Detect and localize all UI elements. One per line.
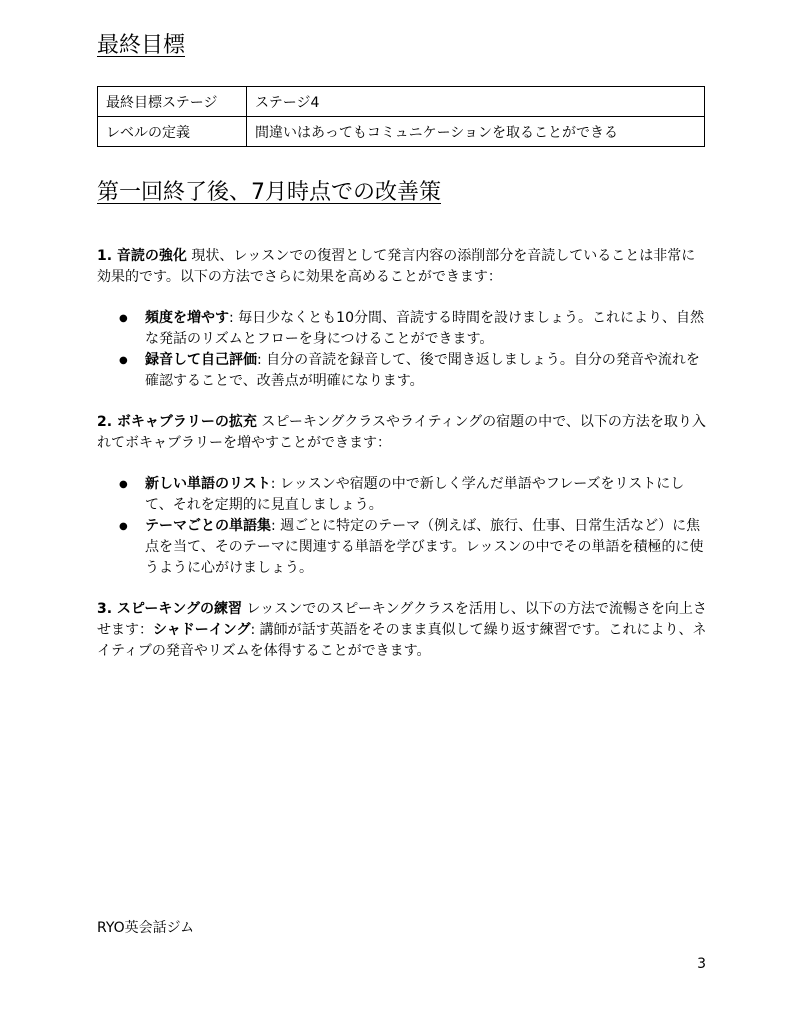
section-speaking-title: 3. スピーキングの練習: [97, 601, 242, 617]
shadowing-term: シャドーイング: [153, 622, 251, 638]
goal-stage-label: 最終目標ステージ: [98, 87, 247, 117]
improvement-content: [97, 246, 709, 662]
vocabulary-bullet-list: [97, 474, 709, 579]
bullet-text: : レッスンや宿題の中で新しく学んだ単語やフレーズをリストにして、それを定期的に見直しましょう。: [145, 476, 685, 513]
goal-table: [97, 86, 705, 147]
table-row: [98, 117, 705, 147]
bullet-text: : 週ごとに特定のテーマ（例えば、旅行、仕事、日常生活など）に焦点を当て、そのテーマに関連する単語を学びます。レッスンの中でその単語を積極的に使うように心がけましょう。: [145, 518, 704, 576]
bullet-term: 録音して自己評価: [145, 352, 257, 368]
improvement-heading: 第一回終了後、7月時点での改善策: [97, 180, 441, 205]
reading-bullet-list: [97, 308, 709, 392]
section-reading-title: 1. 音読の強化: [97, 248, 187, 264]
list-item: [145, 474, 709, 516]
section-reading-intro: [97, 246, 709, 288]
goal-stage-value: ステージ4: [247, 87, 705, 117]
section-vocabulary-title: 2. ボキャブラリーの拡充: [97, 414, 257, 430]
list-item: [145, 350, 709, 392]
footer-brand: RYO英会話ジム: [97, 920, 195, 936]
list-item: [145, 308, 709, 350]
section-reading-text: 現状、レッスンでの復習として発言内容の添削部分を音読していることは非常に効果的です。以下の方法でさらに効果を高めることができます：: [97, 248, 696, 285]
page-number: 3: [697, 956, 706, 972]
goal-heading: 最終目標: [97, 33, 186, 58]
shadowing-text: : 講師が話す英語をそのまま真似して繰り返す練習です。これにより、ネイティブの発音やリズムを体得することができます。: [97, 622, 707, 659]
bullet-term: テーマごとの単語集: [145, 518, 271, 534]
section-vocabulary-intro: [97, 412, 709, 454]
list-item: [145, 516, 709, 579]
section-vocabulary-text: スピーキングクラスやライティングの宿題の中で、以下の方法を取り入れてボキャブラリーを増やすことができます：: [97, 414, 706, 451]
bullet-text: : 毎日少なくとも10分間、音読する時間を設けましょう。これにより、自然な発話のリズムとフローを身につけることができます。: [145, 310, 704, 347]
section-speaking-intro: [97, 599, 709, 662]
section-speaking-text: レッスンでのスピーキングクラスを活用し、以下の方法で流暢さを向上させます：: [97, 601, 707, 638]
bullet-term: 頻度を増やす: [145, 310, 229, 326]
level-definition-value: 間違いはあってもコミュニケーションを取ることができる: [247, 117, 705, 147]
level-definition-label: レベルの定義: [98, 117, 247, 147]
bullet-text: : 自分の音読を録音して、後で聞き返しましょう。自分の発音や流れを確認することで、改善点が明確になります。: [145, 352, 700, 389]
table-row: [98, 87, 705, 117]
bullet-term: 新しい単語のリスト: [145, 476, 271, 492]
